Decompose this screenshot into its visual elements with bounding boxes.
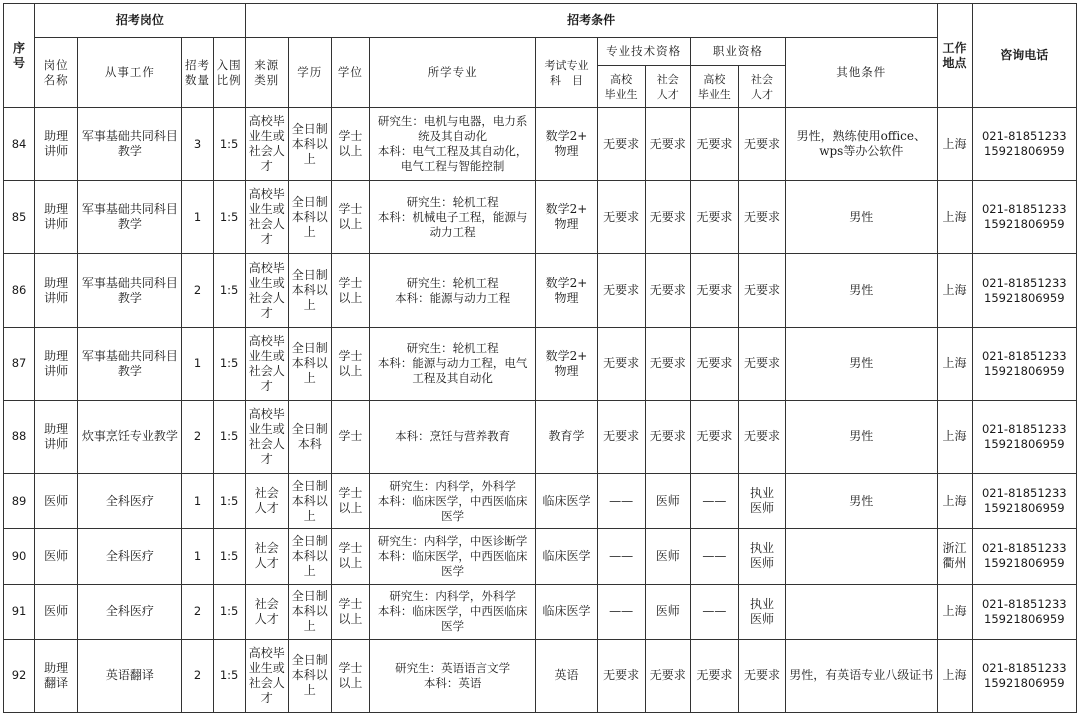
- row-tech-social: 无要求: [645, 181, 690, 254]
- row-recruit-count: 1: [182, 529, 213, 584]
- row-work-content: 军事基础共同科目 教学: [78, 327, 182, 400]
- header-major: 所学专业: [369, 38, 535, 108]
- row-major: 研究生：内科学，外科学 本科：临床医学，中西医临床 医学: [369, 474, 535, 529]
- row-phone: 021-81851233 15921806959: [972, 474, 1076, 529]
- row-voc-social: 无要求: [738, 108, 785, 181]
- row-major: 研究生：轮机工程 本科：机械电子工程，能源与 动力工程: [369, 181, 535, 254]
- row-other-conditions: 男性，有英语专业八级证书: [786, 639, 937, 712]
- row-position-name: 助理 翻译: [35, 639, 78, 712]
- row-position-name: 医师: [35, 584, 78, 639]
- row-tech-grad: 无要求: [597, 181, 645, 254]
- row-degree: 学士 以上: [331, 639, 369, 712]
- row-work-location: 上海: [937, 254, 972, 327]
- row-degree: 学士 以上: [331, 529, 369, 584]
- row-tech-social: 医师: [645, 474, 690, 529]
- row-ratio: 1:5: [213, 529, 245, 584]
- header-work-content: 从事工作: [78, 38, 182, 108]
- row-work-content: 全科医疗: [78, 529, 182, 584]
- row-position-name: 助理 讲师: [35, 327, 78, 400]
- row-voc-grad: ——: [690, 474, 738, 529]
- row-phone: 021-81851233 15921806959: [972, 529, 1076, 584]
- header-phone: 咨询电话: [972, 4, 1076, 108]
- row-voc-grad: 无要求: [690, 327, 738, 400]
- row-work-location: 上海: [937, 108, 972, 181]
- row-work-content: 全科医疗: [78, 584, 182, 639]
- row-exam-subject: 数学2+ 物理: [536, 327, 597, 400]
- row-ratio: 1:5: [213, 108, 245, 181]
- row-exam-subject: 数学2+ 物理: [536, 254, 597, 327]
- header-position-name: 岗位 名称: [35, 38, 78, 108]
- row-recruit-count: 1: [182, 181, 213, 254]
- row-tech-social: 医师: [645, 584, 690, 639]
- row-voc-social: 无要求: [738, 400, 785, 473]
- row-tech-grad: 无要求: [597, 639, 645, 712]
- table-body: [4, 108, 1077, 713]
- row-ratio: 1:5: [213, 400, 245, 473]
- header-education: 学历: [288, 38, 331, 108]
- row-voc-grad: ——: [690, 529, 738, 584]
- row-work-content: 军事基础共同科目 教学: [78, 108, 182, 181]
- header-tech-social: 社会 人才: [645, 66, 690, 108]
- row-source-type: 高校毕 业生或 社会人 才: [245, 400, 288, 473]
- header-conditions-group: 招考条件: [245, 4, 937, 38]
- row-work-content: 军事基础共同科目 教学: [78, 254, 182, 327]
- table-row: [4, 254, 1077, 327]
- row-source-type: 高校毕 业生或 社会人 才: [245, 181, 288, 254]
- row-work-content: 全科医疗: [78, 474, 182, 529]
- header-exam-subject: 考试专业 科 目: [536, 38, 597, 108]
- row-other-conditions: 男性，熟练使用office、 wps等办公软件: [786, 108, 937, 181]
- row-phone: 021-81851233 15921806959: [972, 400, 1076, 473]
- row-tech-grad: ——: [597, 584, 645, 639]
- row-education: 全日制 本科以 上: [288, 108, 331, 181]
- header-ratio: 入围 比例: [213, 38, 245, 108]
- row-degree: 学士 以上: [331, 254, 369, 327]
- row-voc-social: 无要求: [738, 254, 785, 327]
- row-ratio: 1:5: [213, 181, 245, 254]
- row-voc-grad: 无要求: [690, 181, 738, 254]
- table-row: [4, 529, 1077, 584]
- row-exam-subject: 英语: [536, 639, 597, 712]
- row-other-conditions: 男性: [786, 254, 937, 327]
- row-education: 全日制 本科以 上: [288, 327, 331, 400]
- row-voc-social: 无要求: [738, 639, 785, 712]
- row-exam-subject: 临床医学: [536, 584, 597, 639]
- row-major: 研究生：英语语言文学 本科：英语: [369, 639, 535, 712]
- row-tech-grad: 无要求: [597, 108, 645, 181]
- table-header: [4, 4, 1077, 108]
- row-work-location: 上海: [937, 181, 972, 254]
- row-work-location: 上海: [937, 327, 972, 400]
- row-phone: 021-81851233 15921806959: [972, 108, 1076, 181]
- row-tech-grad: 无要求: [597, 327, 645, 400]
- row-recruit-count: 2: [182, 639, 213, 712]
- table-row: [4, 327, 1077, 400]
- header-other-conditions: 其他条件: [786, 38, 937, 108]
- row-major: 研究生：内科学，中医诊断学 本科：临床医学，中西医临床 医学: [369, 529, 535, 584]
- row-phone: 021-81851233 15921806959: [972, 254, 1076, 327]
- row-seq: 86: [4, 254, 35, 327]
- header-tech-grad: 高校 毕业生: [597, 66, 645, 108]
- row-tech-grad: 无要求: [597, 400, 645, 473]
- row-seq: 91: [4, 584, 35, 639]
- row-seq: 88: [4, 400, 35, 473]
- row-education: 全日制 本科: [288, 400, 331, 473]
- table-row: [4, 400, 1077, 473]
- row-degree: 学士 以上: [331, 108, 369, 181]
- row-position-name: 医师: [35, 474, 78, 529]
- row-source-type: 高校毕 业生或 社会人 才: [245, 254, 288, 327]
- row-tech-grad: ——: [597, 529, 645, 584]
- row-work-location: 上海: [937, 639, 972, 712]
- row-major: 研究生：内科学，外科学 本科：临床医学，中西医临床 医学: [369, 584, 535, 639]
- row-tech-social: 医师: [645, 529, 690, 584]
- row-major: 本科：烹饪与营养教育: [369, 400, 535, 473]
- row-education: 全日制 本科以 上: [288, 181, 331, 254]
- table-row: [4, 181, 1077, 254]
- row-voc-grad: 无要求: [690, 108, 738, 181]
- row-other-conditions: [786, 529, 937, 584]
- row-major: 研究生：轮机工程 本科：能源与动力工程: [369, 254, 535, 327]
- row-education: 全日制 本科以 上: [288, 529, 331, 584]
- row-other-conditions: [786, 584, 937, 639]
- row-tech-social: 无要求: [645, 400, 690, 473]
- header-recruit-count: 招考 数量: [182, 38, 213, 108]
- row-degree: 学士: [331, 400, 369, 473]
- row-seq: 89: [4, 474, 35, 529]
- row-seq: 87: [4, 327, 35, 400]
- row-exam-subject: 教育学: [536, 400, 597, 473]
- header-voc-grad: 高校 毕业生: [690, 66, 738, 108]
- row-phone: 021-81851233 15921806959: [972, 584, 1076, 639]
- row-voc-grad: 无要求: [690, 254, 738, 327]
- row-degree: 学士 以上: [331, 181, 369, 254]
- row-seq: 92: [4, 639, 35, 712]
- row-work-location: 上海: [937, 400, 972, 473]
- row-ratio: 1:5: [213, 584, 245, 639]
- row-recruit-count: 1: [182, 327, 213, 400]
- row-tech-social: 无要求: [645, 327, 690, 400]
- row-work-content: 英语翻译: [78, 639, 182, 712]
- header-vocational-qualification: 职业资格: [690, 38, 785, 66]
- row-tech-social: 无要求: [645, 254, 690, 327]
- row-major: 研究生：电机与电器，电力系 统及其自动化 本科：电气工程及其自动化， 电气工程与智能控制: [369, 108, 535, 181]
- row-source-type: 社会 人才: [245, 474, 288, 529]
- row-education: 全日制 本科以 上: [288, 474, 331, 529]
- row-phone: 021-81851233 15921806959: [972, 327, 1076, 400]
- row-degree: 学士 以上: [331, 584, 369, 639]
- row-voc-social: 执业 医师: [738, 529, 785, 584]
- row-voc-grad: 无要求: [690, 400, 738, 473]
- row-major: 研究生：轮机工程 本科：能源与动力工程，电气 工程及其自动化: [369, 327, 535, 400]
- row-other-conditions: 男性: [786, 181, 937, 254]
- header-voc-social: 社会 人才: [738, 66, 785, 108]
- table-row: [4, 584, 1077, 639]
- row-degree: 学士 以上: [331, 327, 369, 400]
- row-work-content: 炊事烹饪专业教学: [78, 400, 182, 473]
- header-tech-qualification: 专业技术资格: [597, 38, 690, 66]
- row-tech-grad: ——: [597, 474, 645, 529]
- row-voc-social: 无要求: [738, 327, 785, 400]
- row-recruit-count: 1: [182, 474, 213, 529]
- row-voc-grad: 无要求: [690, 639, 738, 712]
- header-degree: 学位: [331, 38, 369, 108]
- header-source-type: 来源 类别: [245, 38, 288, 108]
- row-work-location: 浙江 衢州: [937, 529, 972, 584]
- header-seq: 序 号: [4, 4, 35, 108]
- row-work-location: 上海: [937, 474, 972, 529]
- row-position-name: 助理 讲师: [35, 254, 78, 327]
- row-other-conditions: 男性: [786, 327, 937, 400]
- row-seq: 84: [4, 108, 35, 181]
- row-source-type: 高校毕 业生或 社会人 才: [245, 639, 288, 712]
- row-tech-social: 无要求: [645, 108, 690, 181]
- row-other-conditions: 男性: [786, 474, 937, 529]
- row-degree: 学士 以上: [331, 474, 369, 529]
- row-education: 全日制 本科以 上: [288, 584, 331, 639]
- row-exam-subject: 数学2+ 物理: [536, 181, 597, 254]
- row-source-type: 高校毕 业生或 社会人 才: [245, 108, 288, 181]
- row-phone: 021-81851233 15921806959: [972, 639, 1076, 712]
- recruitment-table: [3, 3, 1077, 713]
- row-ratio: 1:5: [213, 327, 245, 400]
- row-position-name: 助理 讲师: [35, 181, 78, 254]
- row-recruit-count: 3: [182, 108, 213, 181]
- row-seq: 90: [4, 529, 35, 584]
- row-seq: 85: [4, 181, 35, 254]
- row-position-name: 助理 讲师: [35, 400, 78, 473]
- header-position-group: 招考岗位: [35, 4, 246, 38]
- row-recruit-count: 2: [182, 584, 213, 639]
- row-recruit-count: 2: [182, 400, 213, 473]
- header-work-location: 工作 地点: [937, 4, 972, 108]
- row-source-type: 社会 人才: [245, 584, 288, 639]
- row-exam-subject: 数学2+ 物理: [536, 108, 597, 181]
- table-row: [4, 108, 1077, 181]
- row-source-type: 高校毕 业生或 社会人 才: [245, 327, 288, 400]
- row-voc-social: 无要求: [738, 181, 785, 254]
- row-voc-social: 执业 医师: [738, 584, 785, 639]
- row-work-content: 军事基础共同科目 教学: [78, 181, 182, 254]
- row-ratio: 1:5: [213, 474, 245, 529]
- row-ratio: 1:5: [213, 639, 245, 712]
- row-exam-subject: 临床医学: [536, 474, 597, 529]
- row-phone: 021-81851233 15921806959: [972, 181, 1076, 254]
- row-tech-social: 无要求: [645, 639, 690, 712]
- row-position-name: 助理 讲师: [35, 108, 78, 181]
- row-ratio: 1:5: [213, 254, 245, 327]
- row-education: 全日制 本科以 上: [288, 254, 331, 327]
- row-other-conditions: 男性: [786, 400, 937, 473]
- row-voc-social: 执业 医师: [738, 474, 785, 529]
- table-row: [4, 474, 1077, 529]
- row-education: 全日制 本科以 上: [288, 639, 331, 712]
- row-position-name: 医师: [35, 529, 78, 584]
- row-exam-subject: 临床医学: [536, 529, 597, 584]
- row-tech-grad: 无要求: [597, 254, 645, 327]
- row-recruit-count: 2: [182, 254, 213, 327]
- table-row: [4, 639, 1077, 712]
- row-work-location: 上海: [937, 584, 972, 639]
- row-voc-grad: ——: [690, 584, 738, 639]
- row-source-type: 社会 人才: [245, 529, 288, 584]
